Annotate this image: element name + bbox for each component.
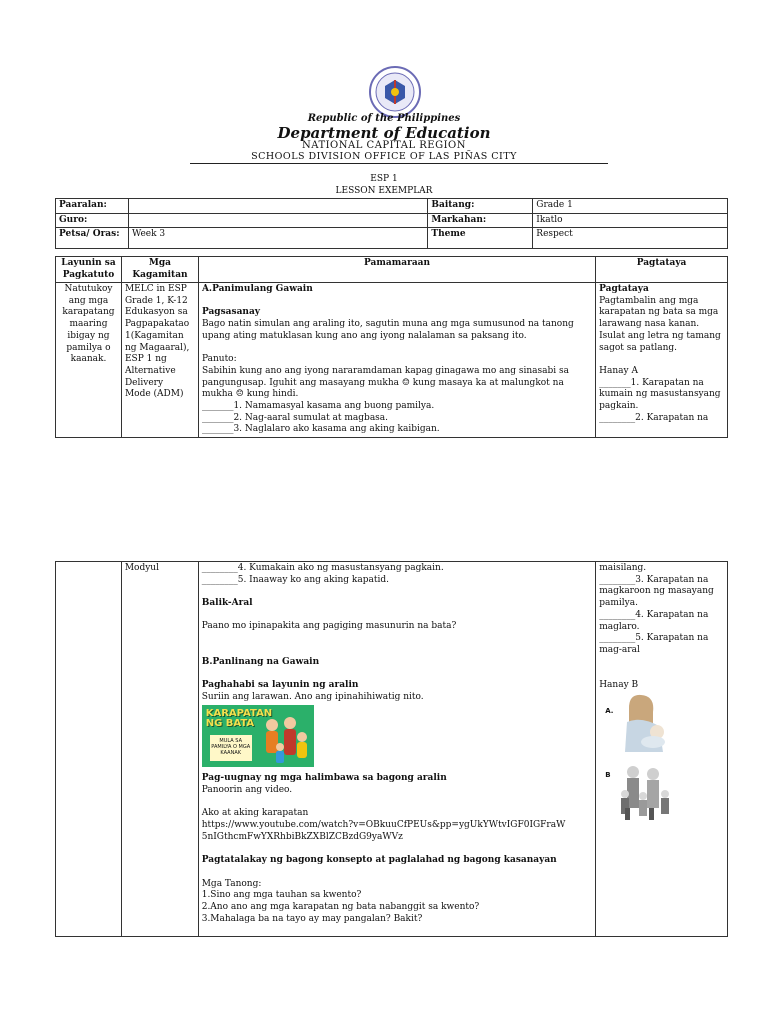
division-heading: SCHOOLS DIVISION OFFICE OF LAS PIÑAS CITY	[251, 151, 517, 162]
image-sign: MULA SA PAMILYA O MGA KAANAK	[210, 735, 252, 761]
layunin-cell-cont	[56, 562, 122, 937]
exercise-item: ________5. Inaaway ko ang aking kapatid.	[201, 574, 389, 585]
balik-aral-text: Paano mo ipinapakita ang pagiging masunurin na bata?	[201, 621, 457, 632]
col-header-pamamaraan: Pamamaraan	[198, 257, 595, 283]
tanong-item: 3.Mahalaga ba na tayo ay may pangalan? Bakit?	[201, 913, 423, 924]
video-link-cont[interactable]: 5nIGthcmFwYXRhbiBkZXBlZCBzdG9yaWVz	[201, 831, 403, 842]
section-heading: A.Panimulang Gawain	[201, 284, 313, 294]
guro-value	[128, 213, 427, 228]
panuto-label: Panuto:	[201, 354, 237, 365]
karapatan-ng-bata-image	[202, 705, 314, 767]
layunin-cell: Natutukoy ang mga karapatang maaring ibigay ng pamilya o kaanak.	[56, 283, 122, 438]
document-type-title: LESSON EXEMPLAR	[335, 186, 433, 196]
hanay-a-label: Hanay A	[599, 365, 638, 376]
markahan-value: Ikatlo	[533, 213, 728, 228]
panuto-text: Sabihin kung ano ang iyong nararamdaman kapag ginagawa mo ang sinasabi sa pangungusap. Iguhit ang masayang mukha ☺ kung masaya ka at malungkot na mukha ☹ kung hindi.	[201, 365, 570, 400]
petsa-label: Petsa/ Oras:	[56, 228, 129, 249]
pagtataya-instructions: Pagtambalin ang mga karapatan ng bata sa mga larawang nasa kanan. Isulat ang letra ng tamang sagot sa patlang.	[599, 295, 721, 353]
header-divider	[190, 163, 608, 164]
col-header-layunin: Layunin sa Pagkatuto	[56, 257, 122, 283]
kagamitan-cell	[121, 283, 198, 438]
image-title-line1: KARAPATAN	[205, 708, 273, 720]
image-label-a: A.	[605, 706, 614, 715]
image-title-line2: NG BATA	[205, 718, 255, 730]
republic-heading: Republic of the Philippines	[307, 113, 461, 124]
kagamitan-line: MELC in ESP Grade 1, K-12	[124, 284, 188, 306]
mother-baby-illustration-icon	[617, 692, 677, 756]
kagamitan-line: 1(Kagamitan	[124, 330, 184, 341]
kagamitan-line: Alternative	[124, 365, 176, 376]
kagamitan-line: Delivery	[124, 377, 164, 388]
petsa-value: Week 3	[128, 228, 427, 249]
exercise-item: _______1. Namamasyal kasama ang buong pamilya.	[201, 401, 435, 411]
balik-aral-heading: Balik-Aral	[201, 598, 253, 609]
intro-text: Bago natin simulan ang araling ito, sagutin muna ang mga sumusunod na tanong upang ating matuklasan kung ano ang iyong nalalaman sa paksang ito.	[201, 319, 574, 341]
hanay-b-image-b	[599, 762, 724, 832]
tanong-item: 2.Ano ano ang mga karapatan ng bata nabanggit sa kwento?	[201, 902, 480, 913]
lesson-table-page1	[55, 256, 728, 438]
info-table	[55, 198, 728, 249]
paghahabi-heading: Paghahabi sa layunin ng aralin	[201, 679, 359, 690]
kagamitan-line: Edukasyon sa	[124, 307, 188, 318]
pagtataya-item: ________5. Karapatan na mag-aral	[599, 633, 709, 655]
theme-value: Respect	[533, 228, 728, 249]
paaralan-label: Paaralan:	[56, 199, 129, 214]
region-heading: NATIONAL CAPITAL REGION	[302, 140, 466, 151]
pagtataya-cell	[596, 283, 728, 438]
department-heading: Department of Education	[277, 124, 491, 142]
subject-title: ESP 1	[370, 174, 398, 184]
panlinang-heading: B.Panlinang na Gawain	[201, 656, 320, 667]
pamamaraan-cell-cont	[198, 562, 595, 937]
exercise-item: ________4. Kumakain ako ng masustansyang pagkain.	[201, 563, 444, 573]
pagtataya-item: ________3. Karapatan na magkaroon ng masayang pamilya.	[599, 574, 714, 609]
hanay-b-label: Hanay B	[599, 680, 639, 690]
tanong-item: 1.Sino ang mga tauhan sa kwento?	[201, 890, 362, 901]
hanay-b-image-a	[599, 692, 724, 762]
pagtataya-item: _______1. Karapatan na kumain ng masustansyang pagkain.	[599, 377, 721, 412]
guro-label: Guro:	[56, 213, 129, 228]
pagtataya-heading: Pagtataya	[599, 284, 649, 294]
video-link[interactable]: https://www.youtube.com/watch?v=OBkuuCfPEUs&pp=ygUkYWtvIGF0IGFraW	[201, 820, 566, 831]
kagamitan-line: ng Magaaral),	[124, 342, 190, 353]
video-title: Ako at aking karapatan	[201, 808, 309, 819]
uugnay-heading: Pag-uugnay ng mga halimbawa sa bagong aralin	[201, 773, 447, 784]
pamamaraan-cell	[198, 283, 595, 438]
image-label-b: B	[605, 770, 611, 779]
theme-label: Theme	[428, 228, 533, 249]
exercise-item: _______2. Nag-aaral sumulat at magbasa.	[201, 412, 389, 423]
pagtataya-item: maisilang.	[599, 563, 647, 573]
family-illustration-icon	[258, 713, 310, 765]
kagamitan-line: ESP 1 ng	[124, 354, 167, 365]
family-group-illustration-icon	[613, 762, 677, 826]
col-header-pagtataya: Pagtataya	[596, 257, 728, 283]
talakay-heading: Pagtatalakay ng bagong konsepto at paglalahad ng bagong kasanayan	[201, 855, 557, 866]
exercise-item: _______3. Naglalaro ako kasama ang aking kaibigan.	[201, 424, 440, 435]
deped-seal-logo	[369, 66, 421, 118]
paaralan-value	[128, 199, 427, 214]
kagamitan-line: Mode (ADM)	[124, 389, 184, 400]
pagtataya-item: ________4. Karapatan na maglaro.	[599, 609, 709, 632]
kagamitan-cell-cont: Modyul	[121, 562, 198, 937]
lesson-table-page2	[55, 561, 728, 937]
paghahabi-text: Suriin ang larawan. Ano ang ipinahihiwatig nito.	[201, 691, 424, 702]
pagtataya-cell-cont	[596, 562, 728, 937]
tanong-label: Mga Tanong:	[201, 878, 262, 889]
markahan-label: Markahan:	[428, 213, 533, 228]
baitang-value: Grade 1	[533, 199, 728, 214]
section-subheading: Pagsasanay	[201, 307, 261, 318]
uugnay-text: Panoorin ang video.	[201, 785, 293, 796]
pagtataya-item: ________2. Karapatan na	[599, 412, 709, 423]
col-header-kagamitan: Mga Kagamitan	[121, 257, 198, 283]
kagamitan-line: Pagpapakataо	[124, 319, 190, 330]
baitang-label: Baitang:	[428, 199, 533, 214]
